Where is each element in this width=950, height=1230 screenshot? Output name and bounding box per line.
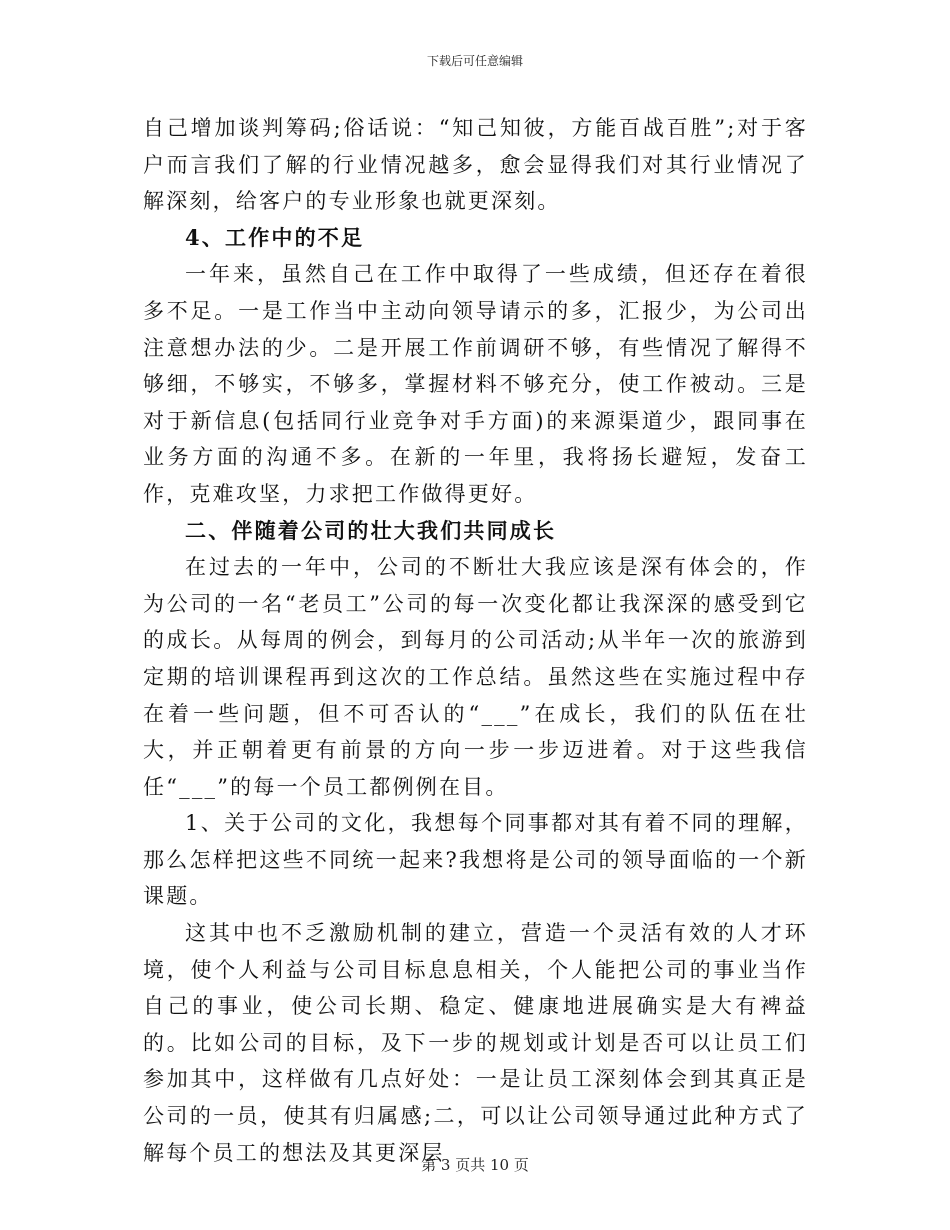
paragraph-incentive: 这其中也不乏激励机制的建立，营造一个灵活有效的人才环境，使个人利益与公司目标息息相关，个人能把公司的事业当作自己的事业，使公司长期、稳定、健康地进展确实是大有裨益的。比如公司的目标，及下一步的规划或计划是否可以让员工们参加其中，这样做有几点好处：一是让员工深刻体会到其真正是公司的一员，使其有归属感;二，可以让公司领导通过此种方式了解每个员工的想法及其更深层 [143,921,808,1165]
paragraph-culture: 1、关于公司的文化，我想每个同事都对其有着不同的理解，那么怎样把这些不同统一起来?我想将是公司的领导面临的一个新课题。 [143,811,808,909]
page-number: 第 3 页共 10 页 [421,1156,529,1174]
paragraph-continuation: 自己增加谈判筹码;俗话说：“知己知彼，方能百战百胜”;对于客户而言我们了解的行业情况越多，愈会显得我们对其行业情况了解深刻，给客户的专业形象也就更深刻。 [143,116,808,214]
paragraph-shortcomings: 一年来，虽然自己在工作中取得了一些成绩，但还存在着很多不足。一是工作当中主动向领导请示的多，汇报少，为公司出注意想办法的少。二是开展工作前调研不够，有些情况了解得不够细，不够实，不够多，掌握材料不够充分，使工作被动。三是对于新信息(包括同行业竞争对手方面)的来源渠道少，跟同事在业务方面的沟通不多。在新的一年里，我将扬长避短，发奋工作，克难攻坚，力求把工作做得更好。 [143,262,808,506]
paragraph-growth: 在过去的一年中，公司的不断壮大我应该是深有体会的，作为公司的一名“老员工”公司的每一次变化都让我深深的感受到它的成长。从每周的例会，到每月的公司活动;从半年一次的旅游到定期的培训课程再到这次的工作总结。虽然这些在实施过程中存在着一些问题，但不可否认的“___”在成长，我们的队伍在壮大，并正朝着更有前景的方向一步一步迈进着。对于这些我信任“___”的每一个员工都例例在目。 [143,555,808,799]
page-header: 下载后可任意编辑 [426,54,523,68]
section-heading-growth: 二、伴随着公司的壮大我们共同成长 [185,517,557,543]
document-body [143,110,808,1171]
section-heading-shortcomings: 4、工作中的不足 [185,224,365,250]
